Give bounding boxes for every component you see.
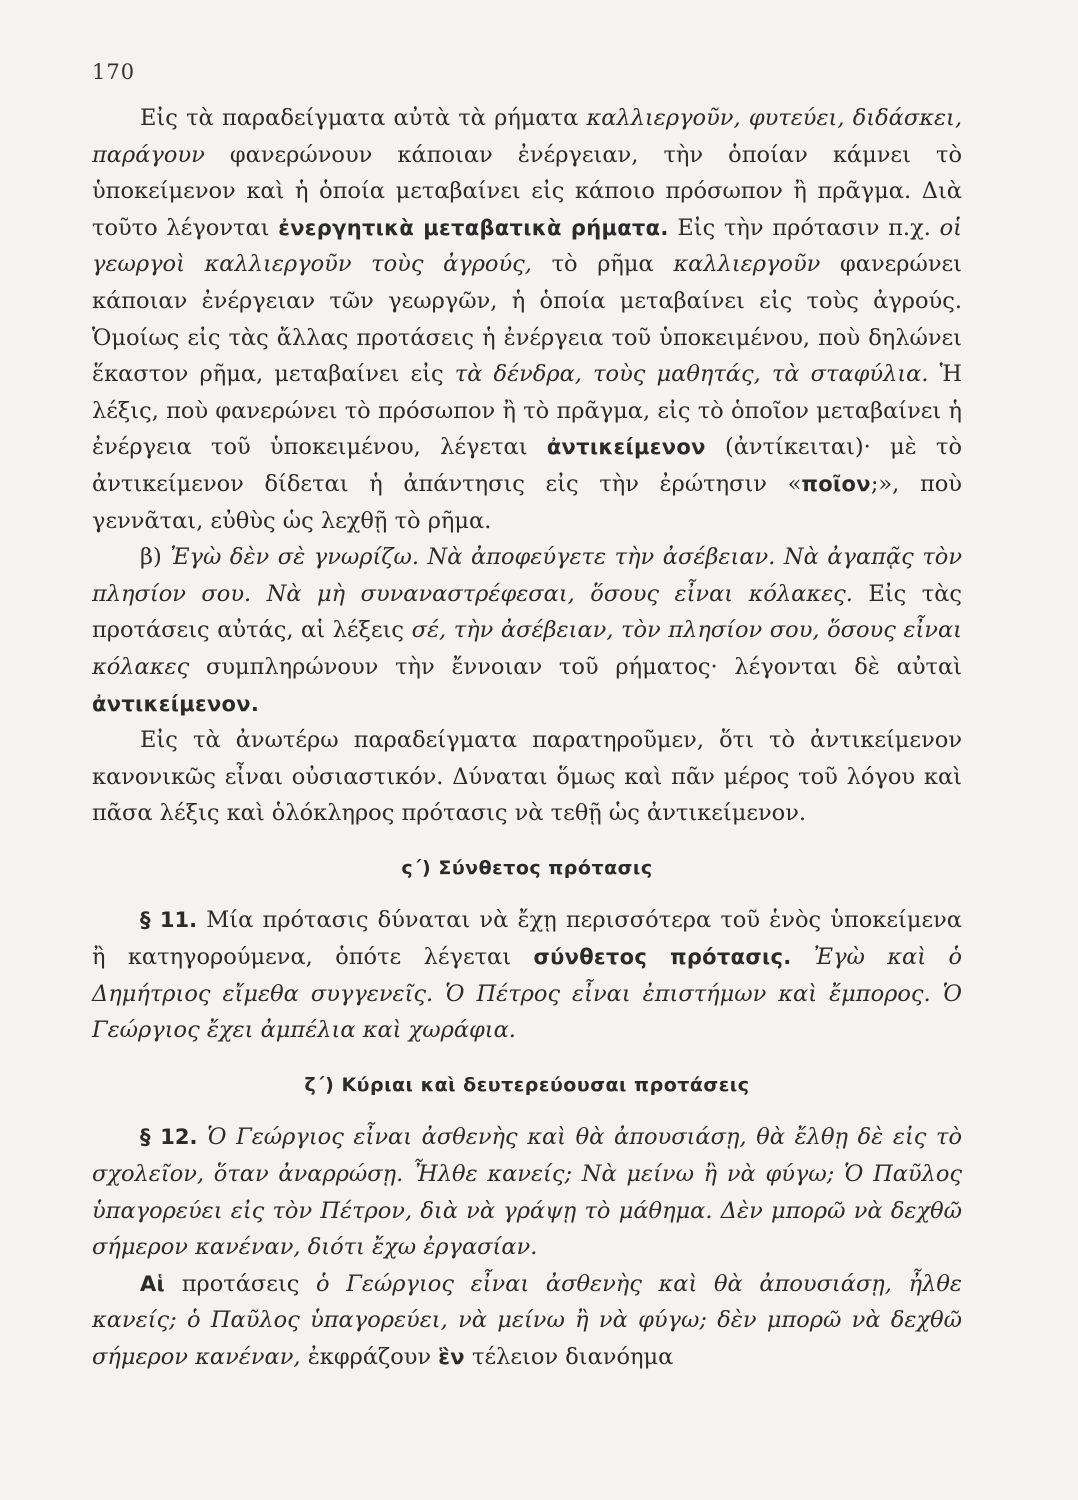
bold-term: ἐνεργητικὰ μεταβατικὰ ρήματα. <box>278 215 669 240</box>
paragraph-section-12 <box>92 1119 962 1265</box>
text-run: Ἡ λέξις, ποὺ φανερώνει τὸ πρόσωπον ἢ τὸ πρᾶγμα, εἰς τὸ ὁποῖον μεταβαίνει ἡ ἐνέργεια τοῦ ὑποκειμένου, λέγεται <box>92 361 962 461</box>
text-run: τὸ ρῆμα <box>531 251 674 278</box>
text-run: φανερώνουν κάποιαν ἐνέργειαν, τὴν ὁποίαν κάμνει τὸ ὑποκείμενον καὶ ἡ ὁποία μεταβαίνει εἰς κάποιο πρόσωπον ἢ πρᾶγμα. Διὰ τοῦτο λέγονται <box>92 141 962 241</box>
italic-run: οἱ γεωργοὶ καλλιεργοῦν τοὺς ἀγρούς, <box>92 214 962 278</box>
paragraph-object-note: Εἰς τὰ ἀνωτέρω παραδείγματα παρατηροῦμεν, ὅτι τὸ ἀντικείμενον κανονικῶς εἶναι οὐσιαστικόν. Δύναται ὅμως καὶ πᾶν μέρος τοῦ λόγου καὶ πᾶσα λέξις καὶ ὁλόκληρος πρότασις νὰ τεθῇ ὡς ἀντικείμενον. <box>92 727 962 827</box>
bold-term: ἀντικείμενον <box>546 435 706 460</box>
paragraph-transitive-verbs <box>92 100 962 539</box>
bold-term: Αἱ <box>140 1271 166 1296</box>
bold-term: ἀντικείμενον. <box>92 691 260 716</box>
text-run: Εἰς τὰς προτάσεις αὐτάς, αἱ λέξεις <box>92 580 962 644</box>
text-run: ;», ποὺ γεννᾶται, εὐθὺς ὡς λεχθῇ τὸ ρῆμα. <box>92 470 962 534</box>
text-run: τέλειον διανόημα <box>464 1344 674 1370</box>
section-number: § 12. <box>140 1125 198 1150</box>
bold-term: ποῖον <box>801 471 871 496</box>
paragraph-main-clauses <box>92 1266 962 1376</box>
page-number: 170 <box>92 60 136 84</box>
text-run: Εἰς τὰ παραδείγματα αὐτὰ τὰ ρήματα <box>140 105 587 131</box>
text-run: προτάσεις <box>165 1270 317 1297</box>
text-run: συμπληρώνουν τὴν ἔννοιαν τοῦ ρήματος· λέγονται δὲ αὐταὶ <box>189 653 962 680</box>
section-heading-compound: ς΄) Σύνθετος πρότασις <box>401 856 653 879</box>
text-run: φανερώνει κάποιαν ἐνέργειαν τῶν γεωργῶν, ἡ ὁποία μεταβαίνει εἰς τοὺς ἀγρούς. Ὁμοίως εἰς τὰς ἄλλας προτάσεις ἡ ἐνέργεια τοῦ ὑποκειμένου, ποὺ δηλώνει ἕκαστον ρῆμα, μεταβαίνει εἰς <box>92 251 963 388</box>
section-heading-main-subordinate: ζ΄) Κύριαι καὶ δευτερεύουσαι προτάσεις <box>304 1073 750 1096</box>
text-run: (ἀντίκειται)· μὲ τὸ ἀντικείμενον δίδεται ἡ ἀπάντησις εἰς τὴν ἐρώτησιν « <box>92 434 962 497</box>
italic-run: Ὁ Γεώργιος εἶναι ἀσθενὴς καὶ θὰ ἀπουσιάσῃ, θὰ ἔλθῃ δὲ εἰς τὸ σχολεῖον, ὅταν ἀναρρώσῃ. Ἦλθε κανείς; Νὰ μείνω ἢ νὰ φύγω; Ὁ Παῦλος ὑπαγορεύει εἰς τὸν Πέτρον, διὰ νὰ γράψῃ τὸ μάθημα. Δὲν μπορῶ νὰ δεχθῶ σήμερον κανέναν, διότι ἔχω ἐργασίαν. <box>92 1124 962 1261</box>
bold-term: σύνθετος πρότασις. <box>533 945 792 970</box>
paragraph-section-11 <box>92 902 962 1048</box>
italic-run: ὁ Γεώργιος εἶναι ἀσθενὴς καὶ θὰ ἀπουσιάσῃ, ἦλθε κανείς; ὁ Παῦλος ὑπαγορεύει, νὰ μείνω ἢ νὰ φύγω; δὲν μπορῶ νὰ δεχθῶ σήμερον κανέναν, <box>92 1270 962 1370</box>
page-body <box>92 100 962 1376</box>
text-run: β) <box>140 544 171 571</box>
text-run: ἐκφράζουν <box>300 1344 439 1370</box>
italic-run: Ἐγὼ δὲν σὲ γνωρίζω. Νὰ ἀποφεύγετε τὴν ἀσέβειαν. Νὰ ἀγαπᾷς τὸν πλησίον σου. Νὰ μὴ συναναστρέφεσαι, ὅσους εἶναι κόλακες. <box>92 544 962 607</box>
section-number: § 11. <box>140 908 198 933</box>
text-run: Εἰς τὴν πρότασιν π.χ. <box>668 214 940 241</box>
italic-run: τὰ δένδρα, τοὺς μαθητάς, τὰ σταφύλια. <box>454 361 929 388</box>
italic-run: σέ, τὴν ἀσέβειαν, τὸν πλησίον σου, ὅσους εἶναι κόλακες <box>92 617 962 680</box>
italic-run: καλλιεργοῦν, φυτεύει, διδάσκει, παράγουν <box>92 105 962 168</box>
text-run: Μία πρότασις δύναται νὰ ἔχῃ περισσότερα τοῦ ἑνὸς ὑποκείμενα ἢ κατηγορούμενα, ὁπότε λέγεται <box>92 907 963 971</box>
paragraph-object-examples <box>92 539 962 722</box>
italic-run: καλλιεργοῦν <box>673 251 821 278</box>
italic-run: Ἐγὼ καὶ ὁ Δημήτριος εἴμεθα συγγενεῖς. Ὁ Πέτρος εἶναι ἐπιστήμων καὶ ἔμπορος. Ὁ Γεώργιος ἔχει ἀμπέλια καὶ χωράφια. <box>92 944 962 1044</box>
bold-term: ἓν <box>438 1345 465 1369</box>
